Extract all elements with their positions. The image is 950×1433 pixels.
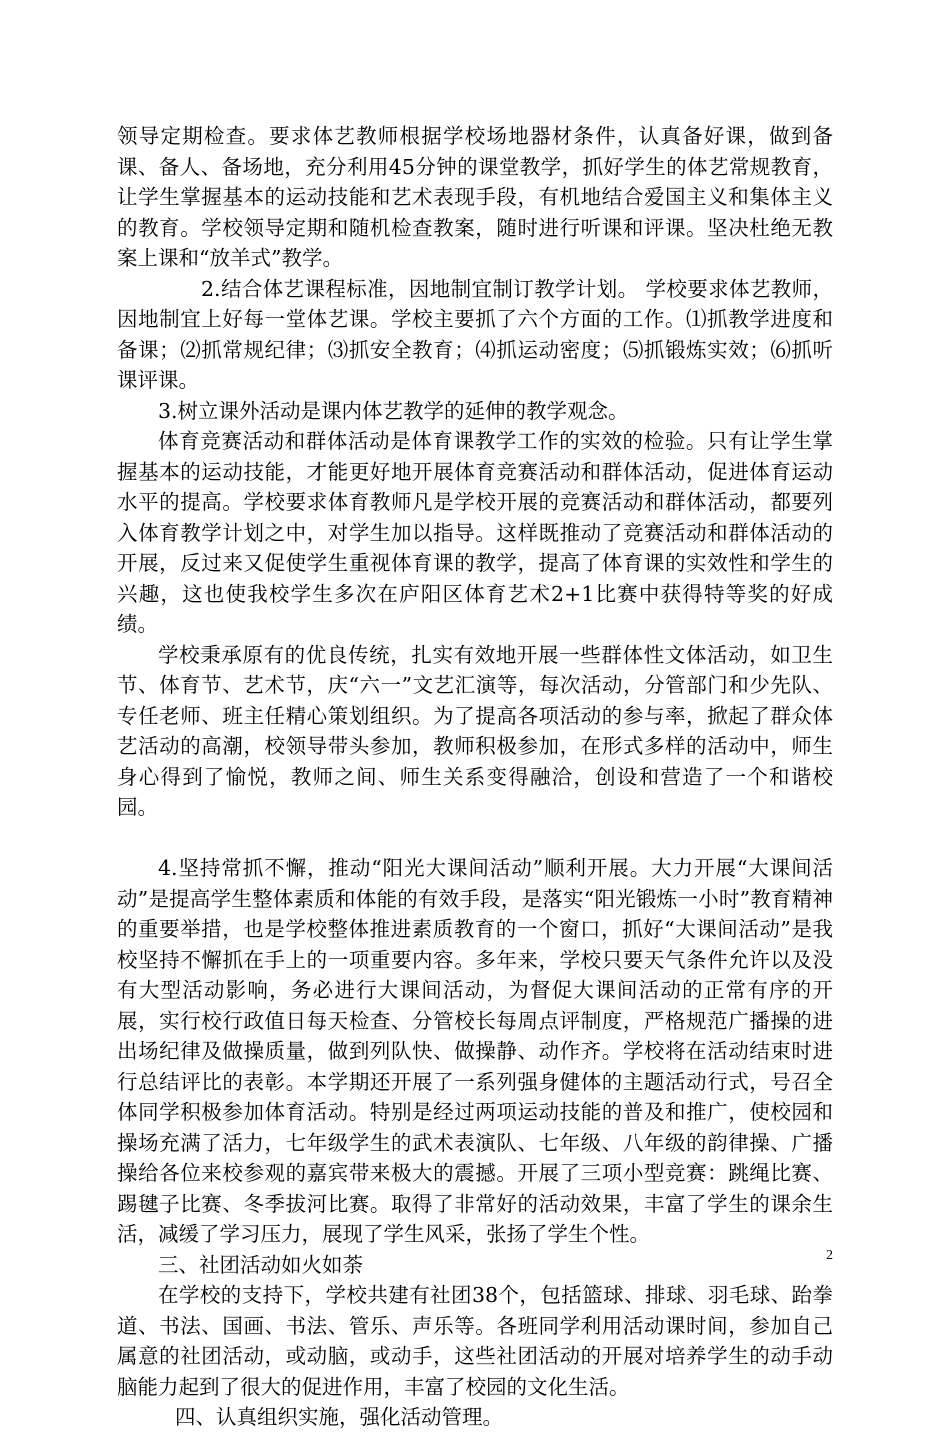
paragraph-item-3-heading: 3.树立课外活动是课内体艺教学的延伸的教学观念。 <box>158 398 629 423</box>
paragraph-clubs: 在学校的支持下，学校共建有社团38个，包括篮球、排球、羽毛球、跆拳道、书法、国画、书法、管乐、声乐等。各班同学利用活动课时间，参加自己属意的社团活动，或动脑，或动手，这些社团活动的开展对培养学生的动手动脑能力起到了很大的促进作用，丰富了校园的文化生活。 <box>117 1283 833 1399</box>
paragraph-item-2: 2.结合体艺课程标准，因地制宜制订教学计划。 学校要求体艺教师，因地制宜上好每一堂体艺课。学校主要抓了六个方面的工作。⑴抓教学进度和备课；⑵抓常规纪律；⑶抓安全教育；⑷抓运动密度；⑸抓锻炼实效；⑹抓听课评课。 <box>117 276 833 392</box>
paragraph-item-4: 4.坚持常抓不懈，推动“阳光大课间活动”顺利开展。大力开展“大课间活动”是提高学生整体素质和体能的有效手段，是落实“阳光锻炼一小时”教育精神的重要举措，也是学校整体推进素质教育的一个窗口，抓好“大课间活动”是我校坚持不懈抓在手上的一项重要内容。多年来，学校只要天气条件允许以及没有大型活动影响，务必进行大课间活动，为督促大课间活动的正常有序的开展，实行校行政值日每天检查、分管校长每周点评制度，严格规范广播操的进出场纪律及做操质量，做到列队快、做操静、动作齐。学校将在活动结束时进行总结评比的表彰。本学期还开展了一系列强身健体的主题活动行式，号召全体同学积极参加体育活动。特别是经过两项运动技能的普及和推广，使校园和操场充满了活力，七年级学生的武术表演队、七年级、八年级的韵律操、广播操给各位来校参观的嘉宾带来极大的震撼。开展了三项小型竞赛：跳绳比赛、踢毽子比赛、冬季拔河比赛。取得了非常好的活动效果，丰富了学生的课余生活，减缓了学习压力，展现了学生风采，张扬了学生个性。 <box>117 856 833 1246</box>
page-number: 2 <box>826 1248 833 1263</box>
paragraph-continuation: 领导定期检查。要求体艺教师根据学校场地器材条件，认真备好课，做到备课、备人、备场地，充分利用45分钟的课堂教学，抓好学生的体艺常规教育，让学生掌握基本的运动技能和艺术表现手段，有机地结合爱国主义和集体主义的教育。学校领导定期和随机检查教案，随时进行听课和评课。坚决杜绝无教案上课和“放羊式”教学。 <box>117 124 833 270</box>
paragraph-competition: 体育竞赛活动和群体活动是体育课教学工作的实效的检验。只有让学生掌握基本的运动技能，才能更好地开展体育竞赛活动和群体活动，促进体育运动水平的提高。学校要求体育教师凡是学校开展的竞赛活动和群体活动，都要列入体育教学计划之中，对学生加以指导。这样既推动了竞赛活动和群体活动的开展，反过来又促使学生重视体育课的教学，提高了体育课的实效性和学生的兴趣，这也使我校学生多次在庐阳区体育艺术2+1比赛中获得特等奖的好成绩。 <box>117 429 833 636</box>
section-heading-3: 三、社团活动如火如荼 <box>158 1252 363 1277</box>
section-heading-4: 四、认真组织实施，强化活动管理。 <box>175 1405 503 1429</box>
document-body <box>117 121 833 1433</box>
paragraph-tradition: 学校秉承原有的优良传统，扎实有效地开展一些群体性文体活动，如卫生节、体育节、艺术节，庆“六一”文艺汇演等，每次活动，分管部门和少先队、专任老师、班主任精心策划组织。为了提高各项活动的参与率，掀起了群众体艺活动的高潮，校领导带头参加，教师积极参加，在形式多样的活动中，师生身心得到了愉悦，教师之间、师生关系变得融洽，创设和营造了一个和谐校园。 <box>117 642 833 819</box>
blank-line <box>117 823 833 854</box>
